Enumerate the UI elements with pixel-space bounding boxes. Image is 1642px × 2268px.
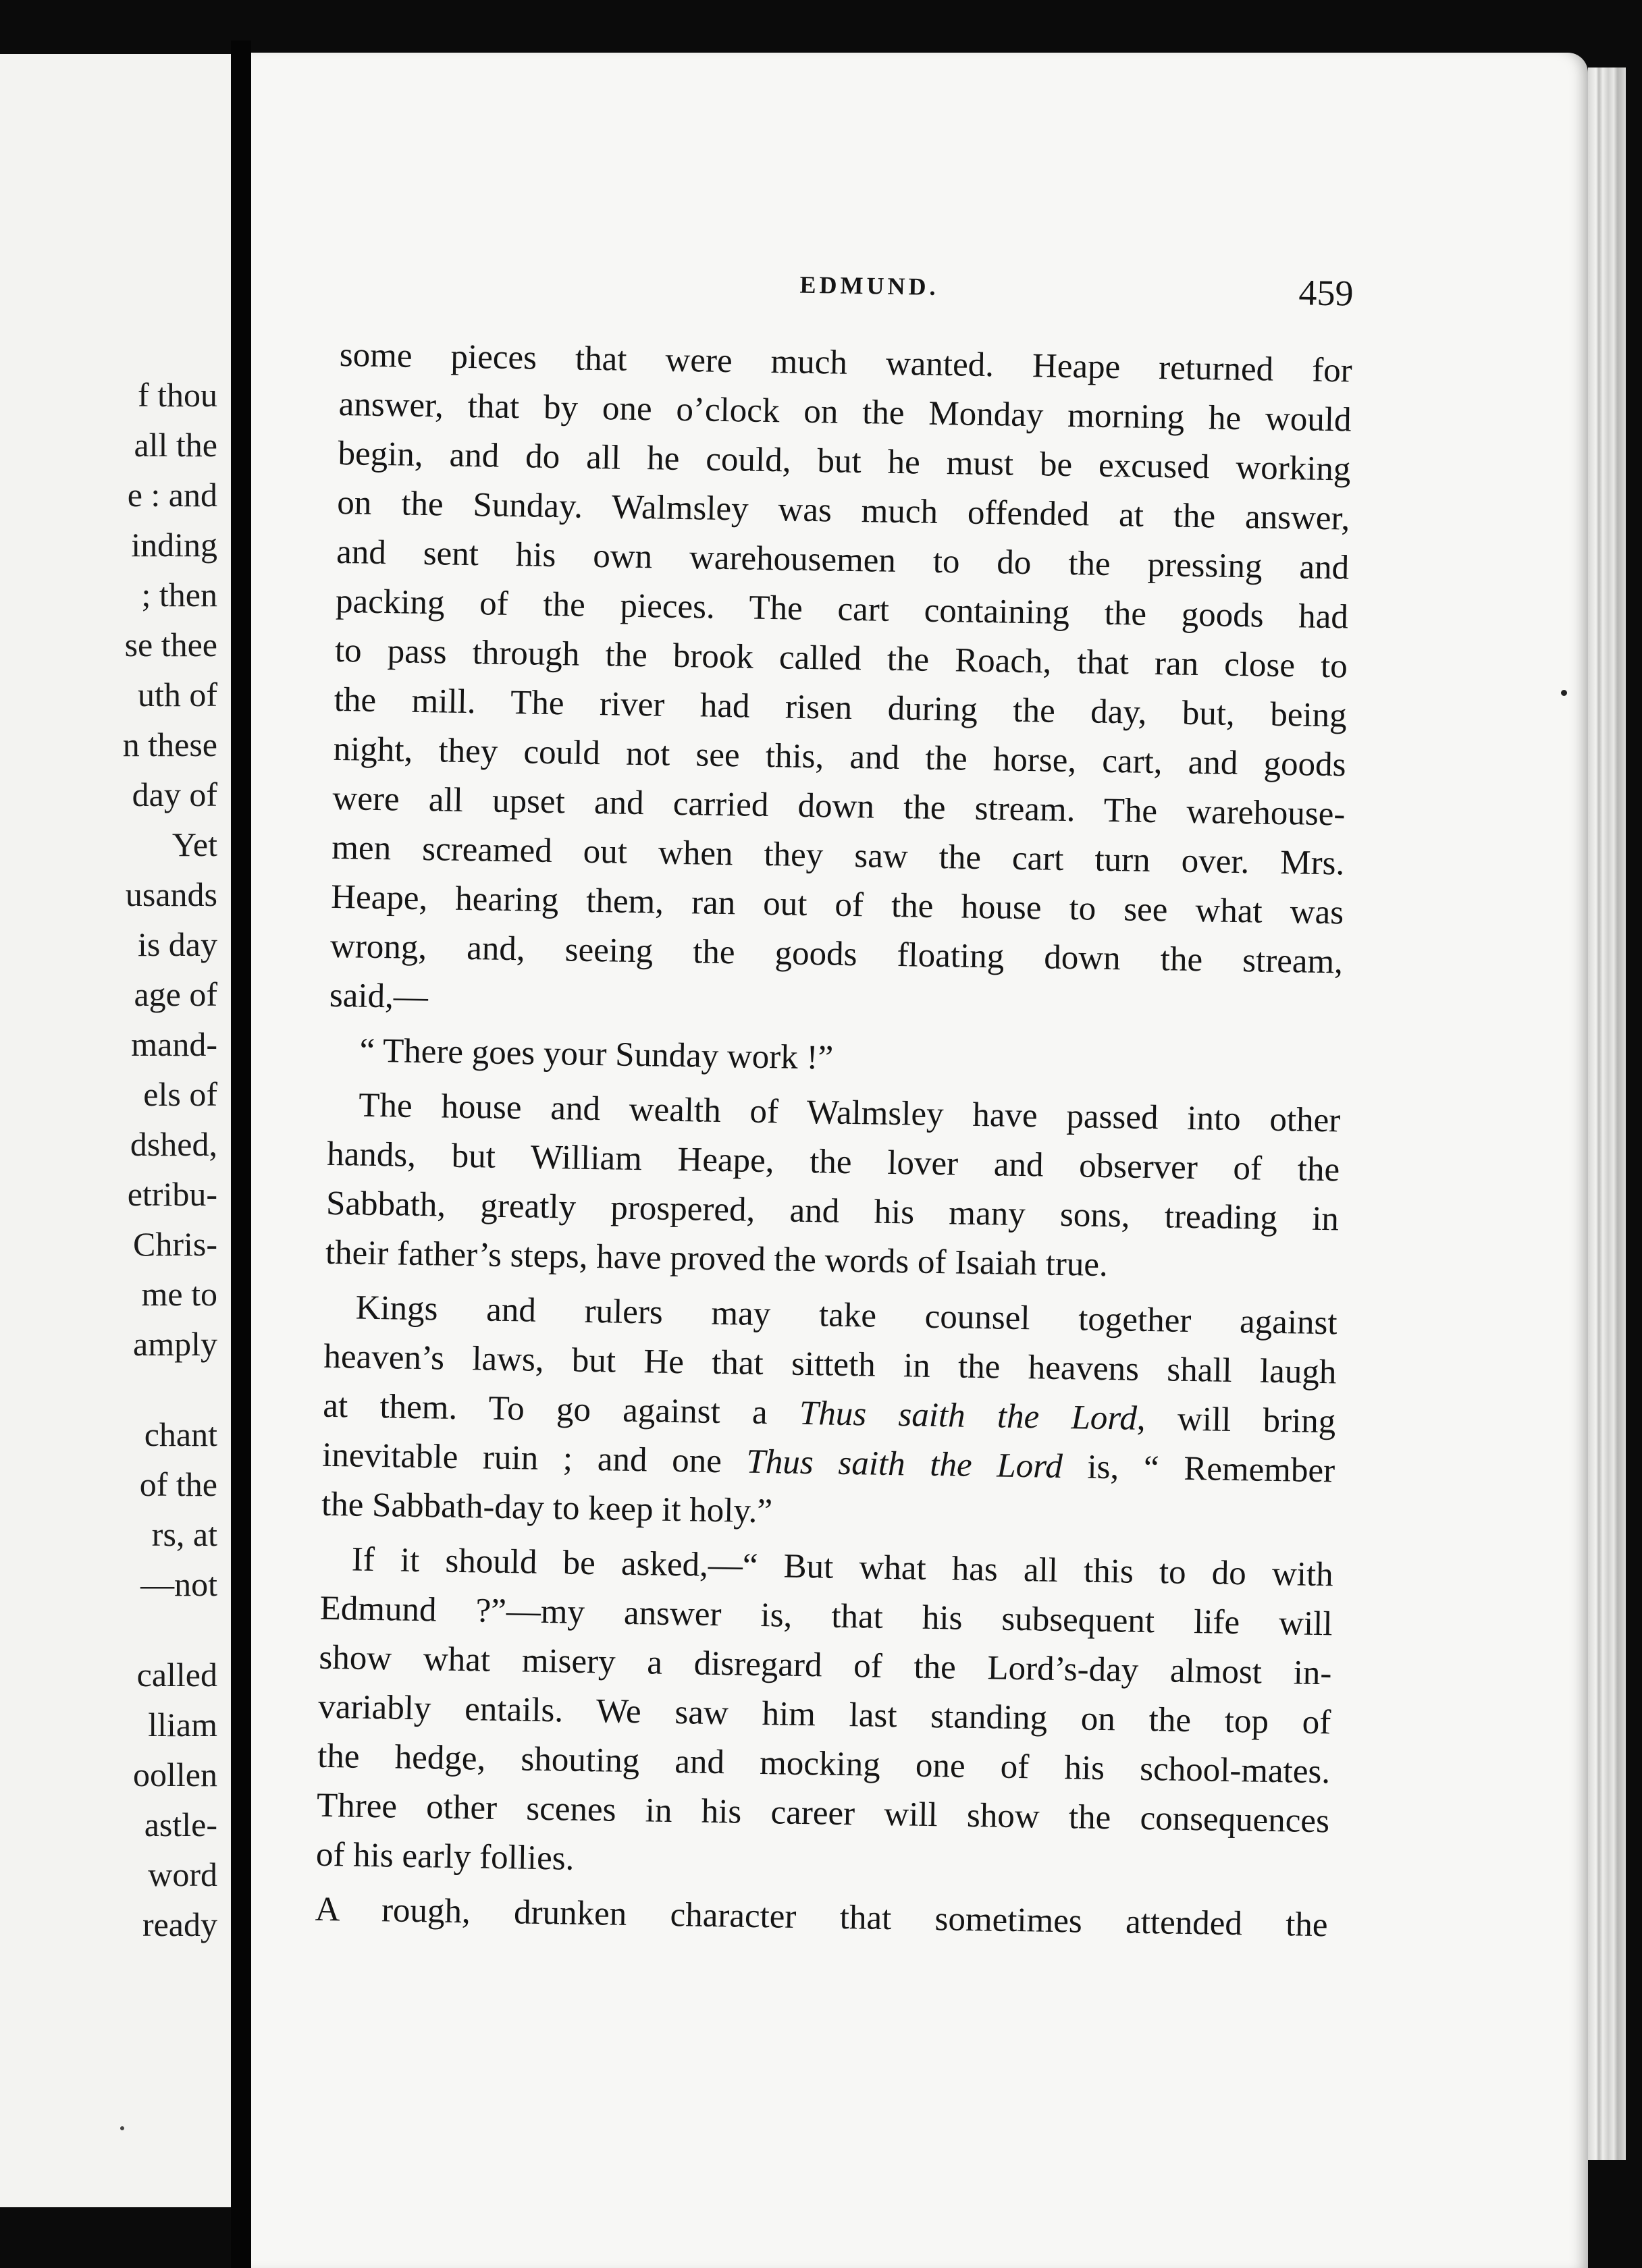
- text-line: heaven’s laws, but He that sitteth in the heavens shall laugh: [323, 1337, 1337, 1392]
- left-line: lliam: [148, 1706, 217, 1744]
- left-line: oollen: [133, 1756, 217, 1793]
- left-line: day of: [132, 776, 217, 813]
- left-line: chant: [144, 1415, 217, 1453]
- left-line: astle-: [144, 1806, 217, 1843]
- left-line: is day: [137, 925, 217, 963]
- text-line: If it should be asked,—“ But what has all this to do with: [351, 1540, 1334, 1594]
- left-line: Chris-: [133, 1225, 217, 1263]
- text-line: on the Sunday. Walmsley was much offended at the answer,: [336, 483, 1350, 538]
- text-line: and sent his own warehousemen to do the pressing and: [336, 533, 1350, 587]
- running-head-title: EDMUND.: [799, 271, 939, 300]
- text-line: variably entails. We saw him last standing on the top of: [317, 1688, 1331, 1742]
- left-line: uth of: [137, 676, 217, 713]
- text-line: night, they could not see this, and the horse, cart, and goods: [333, 730, 1346, 784]
- text-line: inevitable ruin ; and one Thus saith the Lord is, “ Remember: [321, 1436, 1335, 1490]
- left-page-text: [0, 370, 217, 1949]
- text-line: Edmund ?”—my answer is, that his subsequent life will: [319, 1589, 1333, 1644]
- text-line: said,—: [329, 976, 429, 1017]
- left-line-gap: [0, 1609, 217, 1650]
- italic-phrase: Thus saith the Lord: [746, 1442, 1063, 1486]
- text-line: Heape, hearing them, ran out of the house to see what was: [330, 878, 1344, 932]
- paragraph: [325, 1081, 1340, 1294]
- left-line: mand-: [131, 1025, 217, 1063]
- left-line: e : and: [127, 476, 217, 514]
- text-line: A rough, drunken character that sometimes attended the: [315, 1890, 1328, 1945]
- left-line: all the: [134, 426, 217, 464]
- paragraph: [321, 1283, 1338, 1546]
- left-line: amply: [133, 1325, 217, 1363]
- left-line: age of: [134, 975, 217, 1013]
- left-line: Yet: [171, 826, 217, 863]
- text-line: The house and wealth of Walmsley have passed into other: [358, 1086, 1341, 1140]
- text-line: wrong, and, seeing the goods floating down the stream,: [329, 927, 1344, 981]
- text-line: Three other scenes in his career will show the consequences: [316, 1786, 1330, 1841]
- paragraph: [329, 331, 1352, 1036]
- page-number: 459: [1298, 272, 1354, 314]
- book-spine: [231, 40, 251, 2268]
- text-line: at them. To go against a Thus saith the Lord, will bring: [322, 1386, 1336, 1441]
- italic-phrase: Thus saith the Lord: [799, 1394, 1138, 1438]
- ink-speck: [120, 2126, 124, 2130]
- left-line: rs, at: [151, 1515, 217, 1553]
- left-line: ; then: [141, 576, 217, 614]
- left-line: els of: [143, 1075, 217, 1113]
- quotation-line: “ There goes your Sunday work !”: [359, 1031, 834, 1077]
- left-line: n these: [122, 726, 217, 763]
- text-line: the Sabbath-day to keep it holy.”: [321, 1485, 773, 1531]
- paragraph: [315, 1535, 1333, 1895]
- text-line: packing of the pieces. The cart containing the goods had: [335, 582, 1349, 637]
- text-line: some pieces that were much wanted. Heape returned for: [339, 335, 1353, 390]
- text-line: begin, and do all he could, but he must be excused working: [338, 434, 1351, 489]
- left-line: ready: [142, 1906, 217, 1943]
- text-line: hands, but William Heape, the lover and observer of the: [326, 1135, 1340, 1189]
- left-line: me to: [141, 1275, 217, 1313]
- text-line: show what misery a disregard of the Lord’s-day almost in-: [319, 1638, 1332, 1693]
- page-edge-stack: [1588, 68, 1626, 2160]
- left-line: f thou: [137, 376, 217, 414]
- left-line-gap: [0, 1369, 217, 1409]
- quotation-paragraph: [328, 1026, 1342, 1091]
- text-line: Sabbath, greatly prospered, and his many sons, treading in: [325, 1184, 1340, 1239]
- text-line: their father’s steps, have proved the words of Isaiah true.: [325, 1233, 1109, 1285]
- left-facing-page: [0, 54, 231, 2207]
- text-line: the hedge, shouting and mocking one of his school-mates.: [317, 1737, 1331, 1791]
- left-line: usands: [125, 875, 217, 913]
- left-line: word: [148, 1856, 217, 1893]
- left-line: dshed,: [130, 1125, 217, 1163]
- text-line: men screamed out when they saw the cart turn over. Mrs.: [331, 828, 1345, 883]
- left-line: of the: [139, 1465, 217, 1503]
- left-line: —not: [140, 1565, 217, 1603]
- text-line: answer, that by one o’clock on the Monday morning he would: [338, 385, 1352, 439]
- left-line: called: [136, 1656, 217, 1694]
- ink-speck: [1561, 690, 1567, 696]
- text-line: were all upset and carried down the stream. The warehouse-: [332, 779, 1346, 834]
- text-line: to pass through the brook called the Roach, that ran close to: [334, 631, 1348, 686]
- text-line: Kings and rulers may take counsel together against: [355, 1289, 1338, 1343]
- left-line: etribu-: [127, 1175, 217, 1213]
- left-line: se thee: [124, 626, 217, 664]
- left-line: inding: [131, 526, 217, 564]
- page-text-block: [315, 263, 1354, 1950]
- text-line: of his early follies.: [315, 1835, 575, 1878]
- text-line: the mill. The river had risen during the day, but, being: [334, 680, 1348, 735]
